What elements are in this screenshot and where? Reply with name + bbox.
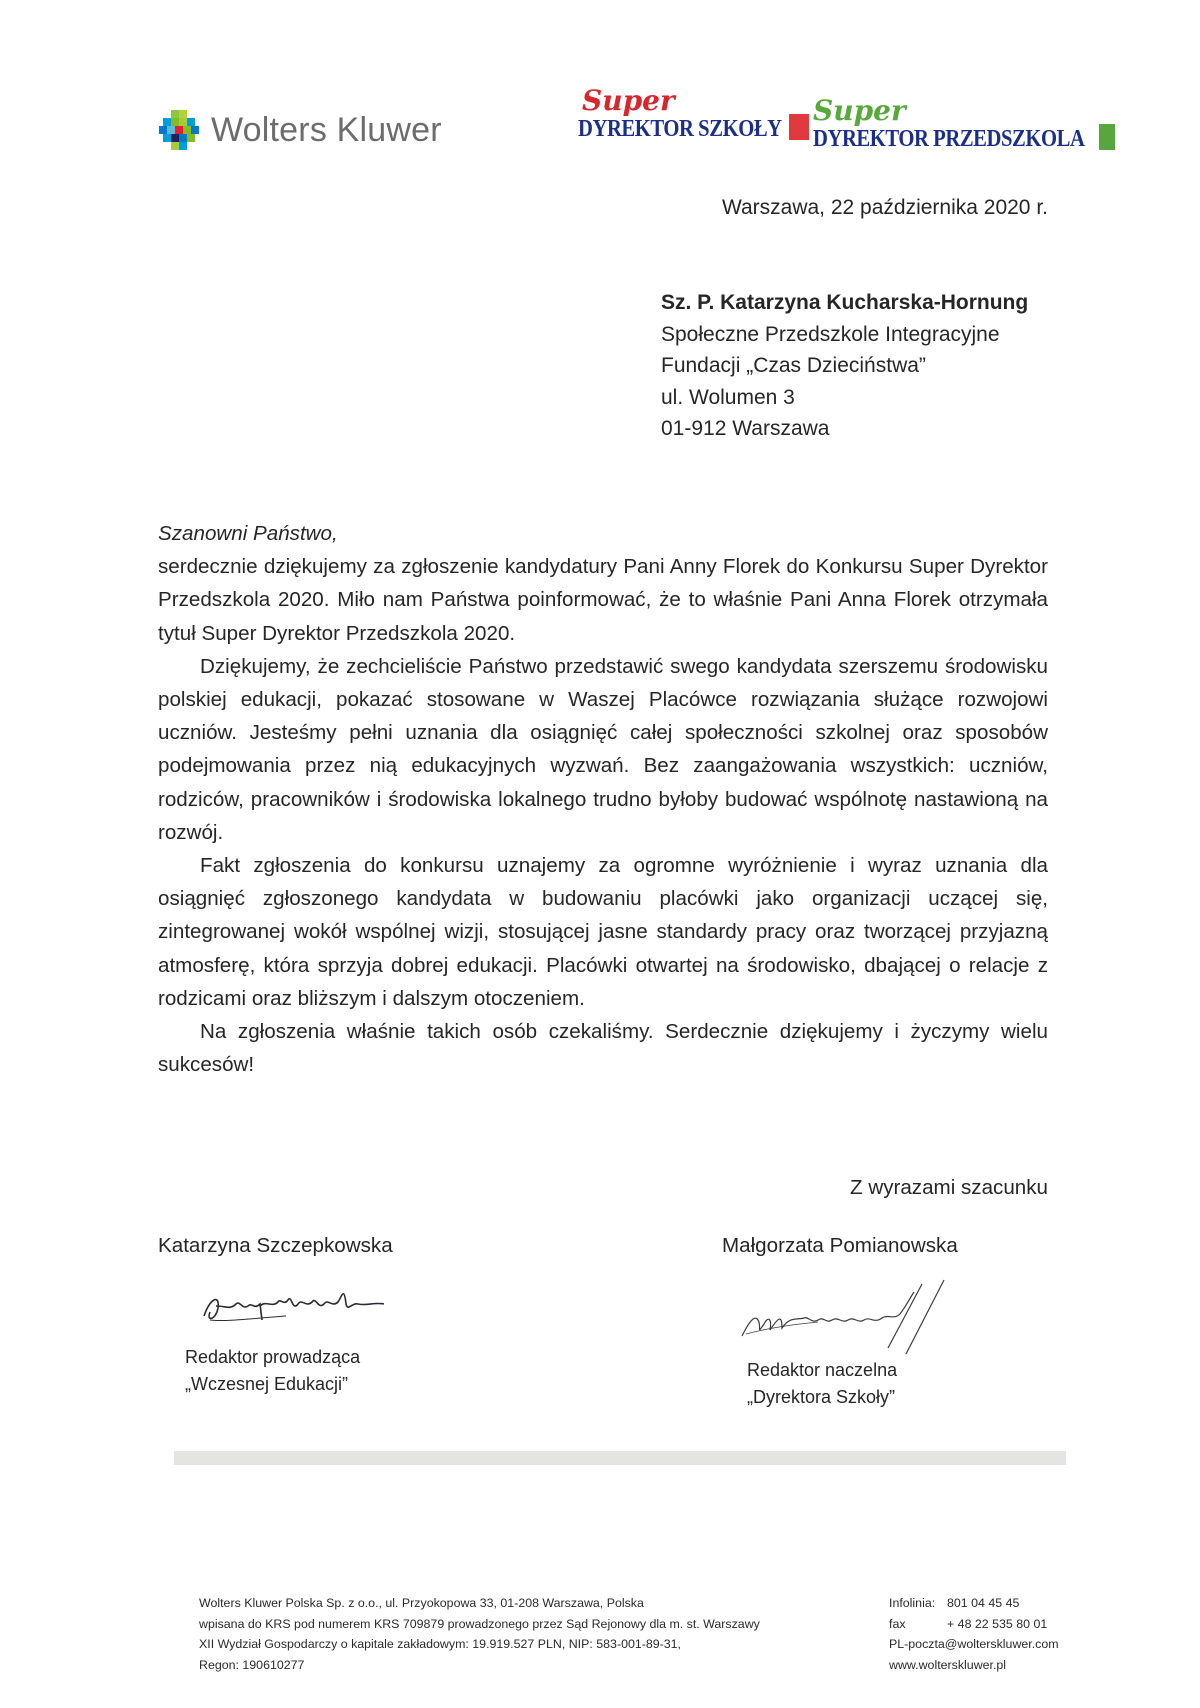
wolters-kluwer-name: Wolters Kluwer xyxy=(211,110,442,149)
super-script-text: Super xyxy=(582,84,675,117)
signatory-name-right: Małgorzata Pomianowska xyxy=(722,1234,958,1257)
fax-label: fax xyxy=(889,1616,906,1631)
paragraph: Dziękujemy, że zechcieliście Państwo przedstawić swego kandydata szerszemu środowisku polskiej edukacji, pokazać stosowane w Waszej Placówce rozwiązania służące rozwojowi uczniów. Jesteśmy pełni uznania dla osiągnięć całej społeczności szkolnej oraz sposobów podejmowania przez nią edukacyjnych wyzwań. Bez zaangażowania wszystkich: uczniów, rodziców, pracowników i środowiska lokalnego trudno byłoby budować wspólnotę nastawioną na rozwój. xyxy=(158,654,1048,844)
paragraph: Fakt zgłoszenia do konkursu uznajemy za ogromne wyróżnienie i wyraz uznania dla osiągnięć zgłoszonego kandydata w budowaniu placówki jako organizacji uczącej się, zintegrowanej wokół wspólnej wizji, stosującej jasne standardy pracy oraz tworzącej przyjazną atmosferę, która sprzyja dobrej edukacji. Placówki otwartej na środowisko, dbającej o relacje z rodzicami oraz bliższym i dalszym otoczeniem. xyxy=(158,854,1048,1010)
dyrektor-przedszkola-text: DYREKTOR PRZEDSZKOLA xyxy=(813,126,1085,152)
letter-body xyxy=(158,517,1048,1081)
footer-line: XII Wydział Gospodarczy o kapitale zakładowym: 19.919.527 PLN, NIP: 583-001-89-31, xyxy=(199,1637,682,1651)
handwritten-signature-right xyxy=(738,1278,968,1358)
addressee-line: 01-912 Warszawa xyxy=(661,417,830,440)
super-dyrektor-przedszkola-logo xyxy=(813,94,1129,153)
role-line: Redaktor naczelna xyxy=(747,1360,898,1380)
signatory-role-left xyxy=(185,1344,360,1398)
letter-date: Warszawa, 22 października 2020 r. xyxy=(721,196,1048,219)
footer-divider xyxy=(174,1451,1066,1465)
paragraph: serdecznie dziękujemy za zgłoszenie kandydatury Pani Anny Florek do Konkursu Super Dyrektor Przedszkola 2020. Miło nam Państwa poinformować, że to właśnie Pani Anna Florek otrzymała tytuł Super Dyrektor Przedszkola 2020. xyxy=(158,555,1048,645)
addressee-block xyxy=(661,287,1028,445)
role-line: Redaktor prowadząca xyxy=(185,1347,361,1367)
handwritten-signature-left xyxy=(196,1276,396,1336)
role-line: „Dyrektora Szkoły” xyxy=(747,1387,896,1407)
addressee-name: Sz. P. Katarzyna Kucharska-Hornung xyxy=(661,291,1029,314)
infolinia-label: Infolinia: xyxy=(889,1596,936,1610)
addressee-line: Fundacji „Czas Dzieciństwa” xyxy=(661,354,926,377)
addressee-line: Społeczne Przedszkole Integracyjne xyxy=(661,322,1000,346)
footer-line: Regon: 190610277 xyxy=(199,1657,305,1672)
role-line: „Wczesnej Edukacji” xyxy=(185,1374,349,1394)
red-square-icon xyxy=(789,114,809,140)
salutation: Szanowni Państwo, xyxy=(158,522,338,545)
super-dyrektor-szkoly-logo xyxy=(578,84,815,143)
dyrektor-szkoly-text: DYREKTOR SZKOŁY xyxy=(578,116,782,142)
website-link[interactable]: www.wolterskluwer.pl xyxy=(889,1657,1007,1672)
green-square-icon xyxy=(1099,124,1115,150)
footer-contact-info xyxy=(889,1593,1059,1675)
super-script-text: Super xyxy=(813,94,906,127)
signatory-name-left: Katarzyna Szczepkowska xyxy=(158,1234,393,1257)
wolters-kluwer-logo xyxy=(157,108,442,152)
footer-line: Wolters Kluwer Polska Sp. z o.o., ul. Przyokopowa 33, 01-208 Warszawa, Polska xyxy=(199,1596,644,1610)
fax-row xyxy=(889,1614,1059,1635)
closing-phrase: Z wyrazami szacunku xyxy=(850,1176,1048,1199)
fax-value: + 48 22 535 80 01 xyxy=(947,1616,1048,1631)
email-link[interactable]: PL-poczta@wolterskluwer.com xyxy=(889,1637,1059,1651)
footer-company-info xyxy=(199,1593,760,1675)
infolinia-value: 801 04 45 45 xyxy=(947,1596,1020,1610)
wolters-kluwer-mark-icon xyxy=(157,108,201,152)
footer-line: wpisana do KRS pod numerem KRS 709879 prowadzonego przez Sąd Rejonowy dla m. st. Warszawy xyxy=(199,1616,760,1631)
addressee-line: ul. Wolumen 3 xyxy=(661,385,795,409)
paragraph: Na zgłoszenia właśnie takich osób czekaliśmy. Serdecznie dziękujemy i życzymy wielu sukcesów! xyxy=(158,1020,1048,1077)
signatory-role-right xyxy=(747,1357,897,1411)
infolinia-row xyxy=(889,1593,1059,1614)
